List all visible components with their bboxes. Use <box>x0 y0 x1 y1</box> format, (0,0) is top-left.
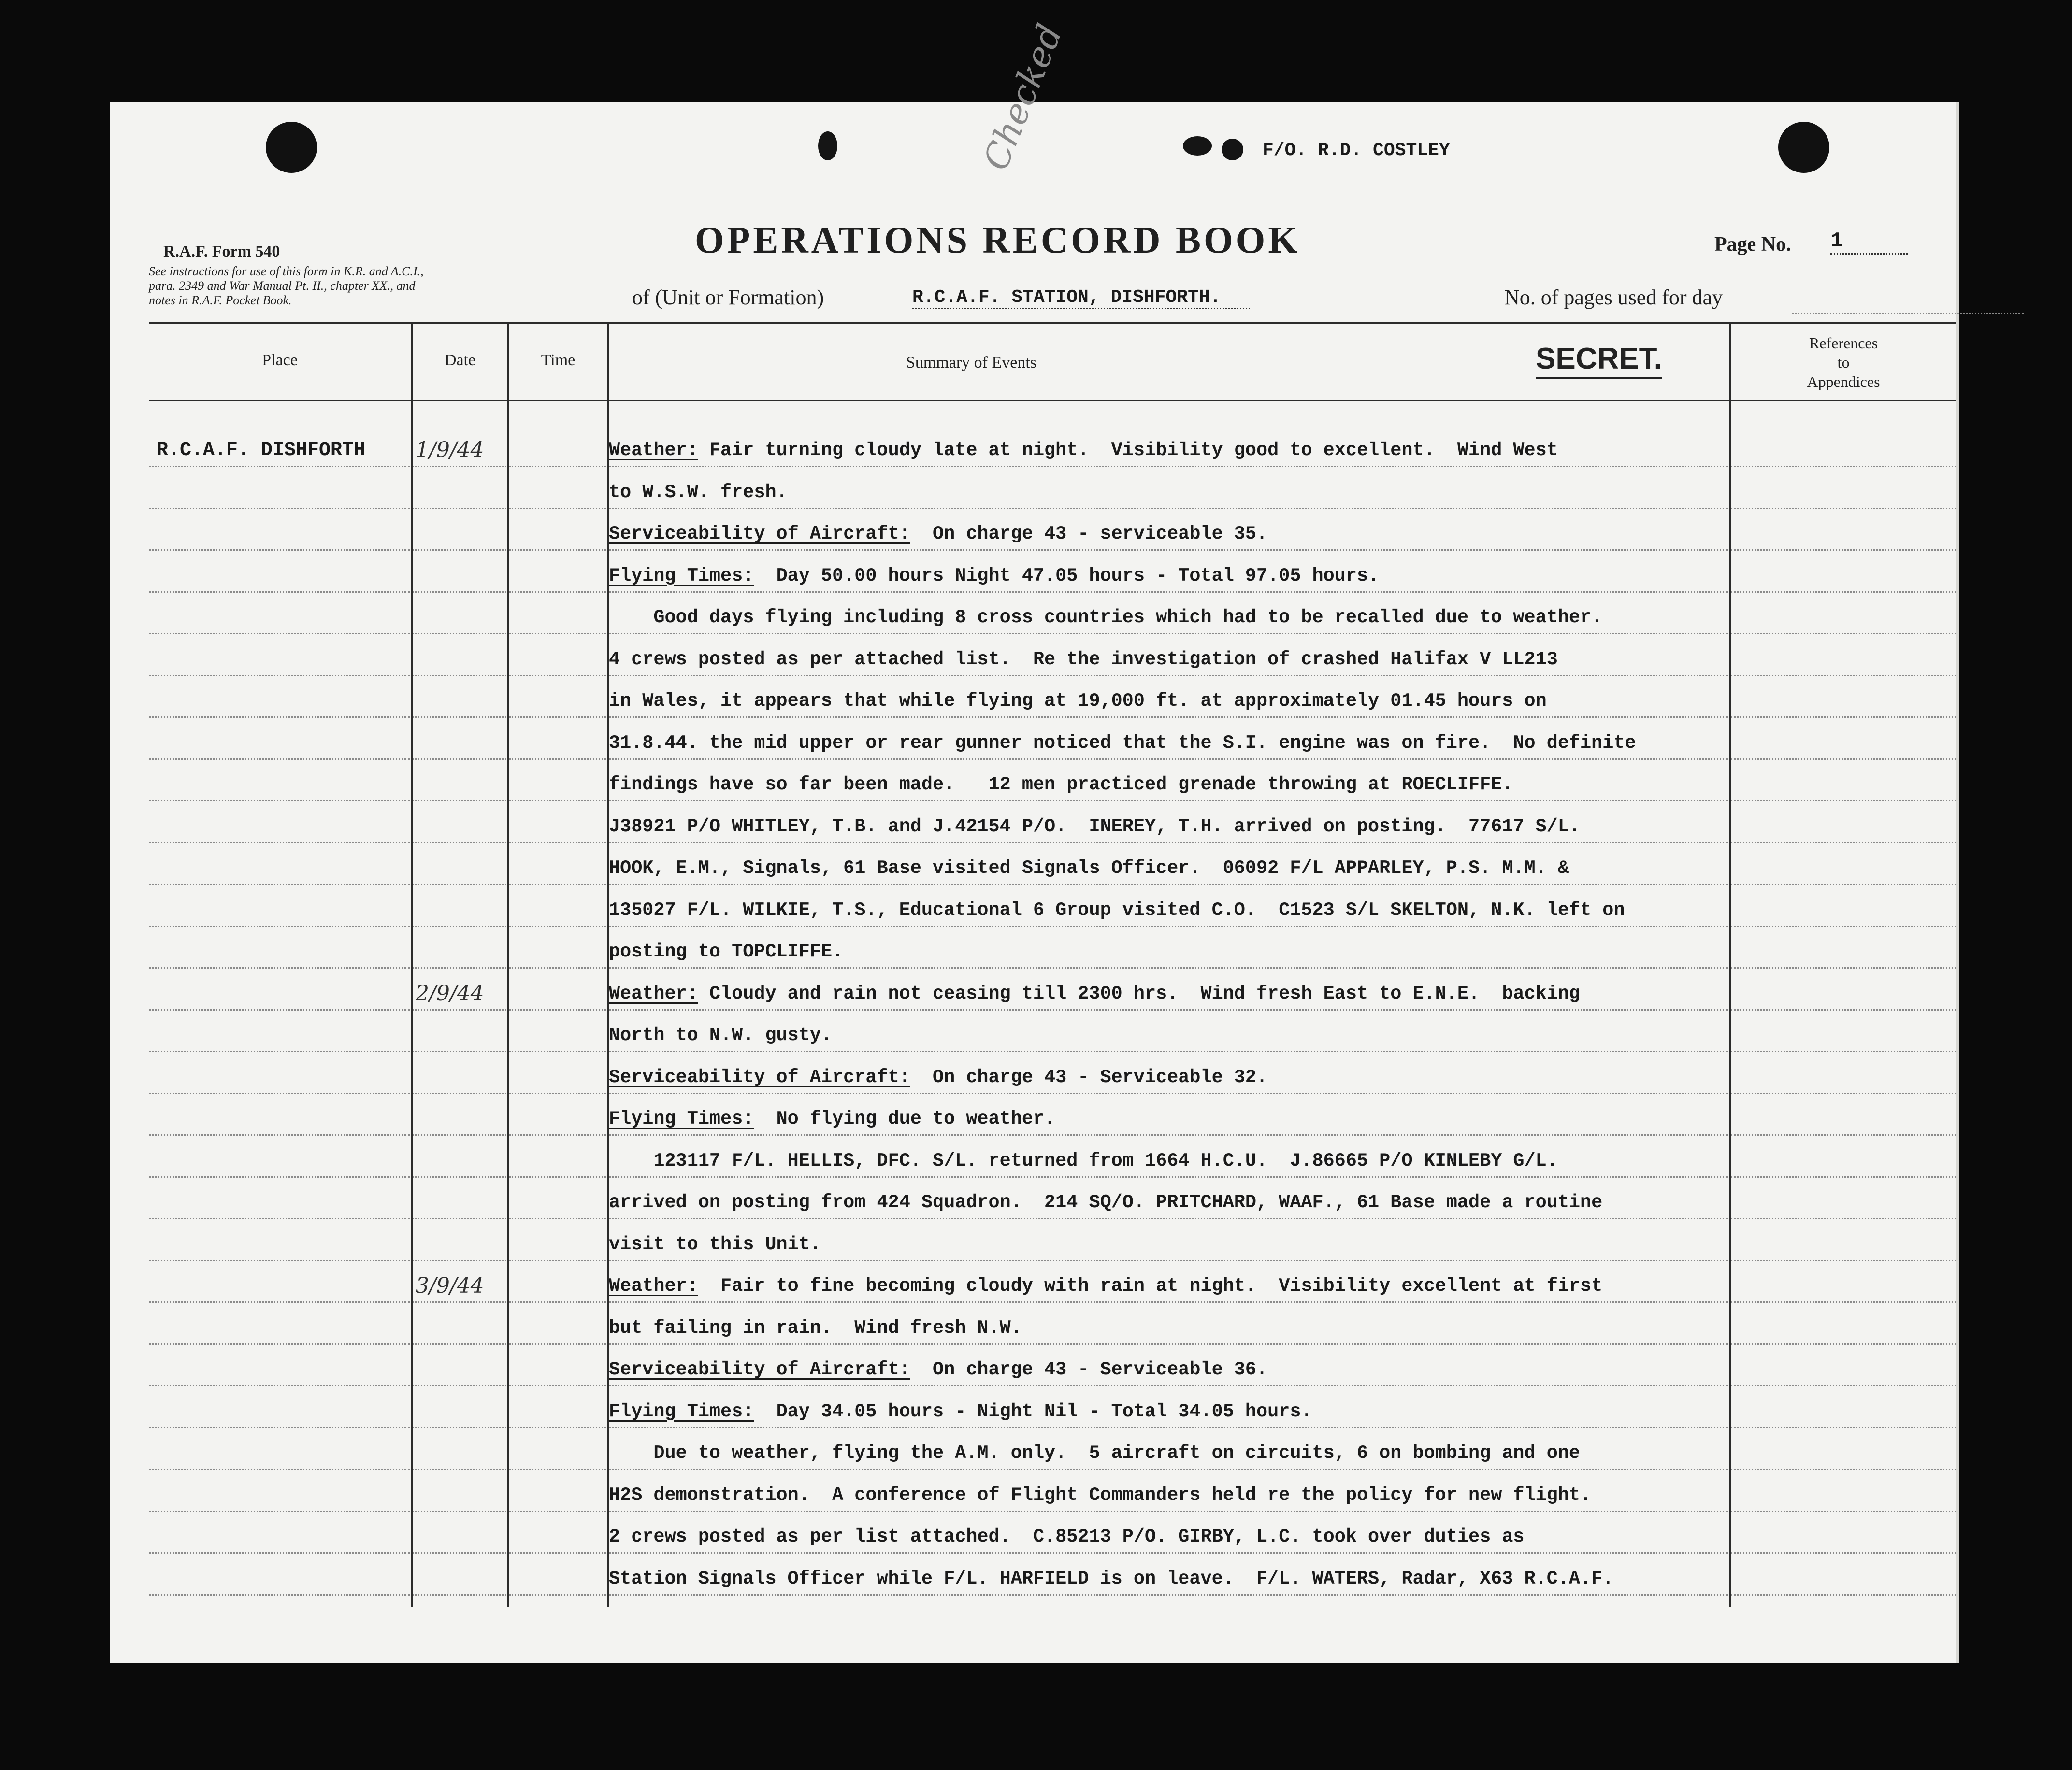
row-rule <box>413 508 506 509</box>
header-bottom-rule <box>149 400 1956 401</box>
row-summary <box>609 1317 1022 1339</box>
summary-text: posting to TOPCLIFFE. <box>609 941 844 962</box>
row-rule <box>413 1176 506 1178</box>
row-rule <box>149 1218 410 1219</box>
row-rule <box>509 1301 606 1303</box>
row-rule <box>413 1051 506 1052</box>
summary-heading: Weather: <box>609 1275 698 1297</box>
row-rule <box>509 967 606 969</box>
column-divider <box>507 322 509 1607</box>
row-rule <box>413 758 506 760</box>
summary-text: 31.8.44. the mid upper or rear gunner noticed that the S.I. engine was on fire. No definite <box>609 732 1636 754</box>
column-header-references <box>1731 333 1956 391</box>
row-rule <box>149 1260 410 1261</box>
row-summary <box>609 440 1558 461</box>
row-rule <box>609 1093 1728 1094</box>
summary-text: On charge 43 - serviceable 35. <box>910 523 1268 544</box>
row-rule <box>149 591 410 593</box>
row-rule <box>509 1218 606 1219</box>
summary-text: J38921 P/O WHITLEY, T.B. and J.42154 P/O. INEREY, T.H. arrived on posting. 77617 S/L. <box>609 815 1581 837</box>
page-number-label: Page No. <box>1714 233 1791 256</box>
summary-text: 4 crews posted as per attached list. Re the investigation of crashed Halifax V LL213 <box>609 648 1558 670</box>
row-summary <box>609 1025 832 1046</box>
row-rule <box>413 1260 506 1261</box>
row-rule <box>609 1301 1728 1303</box>
unit-label: of (Unit or Formation) <box>632 285 824 309</box>
row-rule <box>149 1093 410 1094</box>
column-header-place: Place <box>262 351 298 369</box>
row-rule <box>1731 1218 1956 1219</box>
row-rule <box>413 1093 506 1094</box>
table-top-rule <box>149 322 1956 324</box>
column-divider <box>411 322 413 1607</box>
summary-text: Fair to fine becoming cloudy with rain at night. Visibility excellent at first <box>698 1275 1603 1297</box>
page-number: 1 <box>1830 229 1908 255</box>
summary-text: to W.S.W. fresh. <box>609 481 788 503</box>
row-rule <box>1731 1552 1956 1554</box>
row-rule <box>413 1009 506 1011</box>
punch-hole-right <box>1778 122 1829 173</box>
row-summary <box>609 607 1602 628</box>
summary-text: 123117 F/L. HELLIS, DFC. S/L. returned from 1664 H.C.U. J.86665 P/O KINLEBY G/L. <box>609 1150 1558 1171</box>
summary-heading: Weather: <box>609 983 698 1004</box>
row-rule <box>149 1134 410 1136</box>
row-rule <box>1731 1511 1956 1512</box>
row-rule <box>609 1218 1728 1219</box>
row-summary <box>609 649 1558 670</box>
row-rule <box>509 884 606 885</box>
row-rule <box>609 1594 1728 1596</box>
column-header-summary: Summary of Events <box>906 354 1037 371</box>
row-rule <box>1731 675 1956 676</box>
row-summary <box>609 1442 1580 1464</box>
row-rule <box>609 967 1728 969</box>
row-rule <box>609 716 1728 718</box>
form-instruction-line: para. 2349 and War Manual Pt. II., chapter XX., and <box>149 279 416 293</box>
row-rule <box>149 926 410 927</box>
row-rule <box>509 1176 606 1178</box>
row-rule <box>609 508 1728 509</box>
row-rule <box>509 1343 606 1345</box>
row-rule <box>149 1343 410 1345</box>
summary-heading: Serviceability of Aircraft: <box>609 523 910 544</box>
row-rule <box>149 1511 410 1512</box>
row-summary <box>609 1485 1591 1506</box>
row-rule <box>1731 1385 1956 1386</box>
row-rule <box>509 675 606 676</box>
column-header-date: Date <box>444 351 476 369</box>
summary-text: Day 50.00 hours Night 47.05 hours - Total 97.05 hours. <box>754 565 1380 586</box>
row-rule <box>609 926 1728 927</box>
punch-hole-left <box>266 122 317 173</box>
row-rule <box>149 842 410 843</box>
ink-blot <box>818 131 837 160</box>
row-summary <box>609 523 1267 544</box>
row-summary <box>609 1568 1613 1589</box>
row-summary <box>609 1401 1312 1422</box>
row-rule <box>1731 466 1956 467</box>
row-rule <box>509 1469 606 1470</box>
row-rule <box>149 758 410 760</box>
form-name: R.A.F. Form 540 <box>163 243 280 260</box>
row-rule <box>1731 926 1956 927</box>
row-summary <box>609 1526 1525 1547</box>
form-instruction-line: See instructions for use of this form in K.R. and A.C.I., <box>149 264 424 278</box>
row-rule <box>149 466 410 467</box>
row-rule <box>413 1343 506 1345</box>
row-rule <box>1731 591 1956 593</box>
row-rule <box>609 758 1728 760</box>
row-rule <box>413 1511 506 1512</box>
row-rule <box>509 800 606 801</box>
summary-heading: Flying Times: <box>609 1400 754 1422</box>
row-rule <box>1731 1427 1956 1428</box>
row-place: R.C.A.F. DISHFORTH <box>157 440 366 461</box>
row-rule <box>413 1134 506 1136</box>
row-rule <box>509 466 606 467</box>
row-rule <box>509 842 606 843</box>
row-summary <box>609 816 1580 837</box>
row-rule <box>609 1511 1728 1512</box>
row-rule <box>1731 1134 1956 1136</box>
summary-text: HOOK, E.M., Signals, 61 Base visited Signals Officer. 06092 F/L APPARLEY, P.S. M.M. & <box>609 857 1569 879</box>
row-rule <box>149 1009 410 1011</box>
row-rule <box>509 1511 606 1512</box>
row-rule <box>509 1009 606 1011</box>
row-rule <box>413 466 506 467</box>
row-rule <box>609 800 1728 801</box>
row-summary <box>609 941 843 962</box>
checked-stamp: Checked <box>975 18 1070 176</box>
row-summary <box>609 857 1569 879</box>
page-title: OPERATIONS RECORD BOOK <box>695 219 1301 261</box>
row-rule <box>509 1051 606 1052</box>
references-line: Appendices <box>1807 373 1880 390</box>
row-rule <box>413 1218 506 1219</box>
summary-heading: Flying Times: <box>609 565 754 586</box>
summary-heading: Weather: <box>609 440 698 461</box>
row-rule <box>149 675 410 676</box>
row-summary <box>609 1234 821 1255</box>
summary-text: findings have so far been made. 12 men practiced grenade throwing at ROECLIFFE. <box>609 774 1513 795</box>
row-rule <box>509 1134 606 1136</box>
row-rule <box>609 1051 1728 1052</box>
row-rule <box>413 1301 506 1303</box>
row-rule <box>509 508 606 509</box>
row-summary <box>609 1359 1267 1380</box>
row-rule <box>413 967 506 969</box>
row-rule <box>149 1051 410 1052</box>
row-rule <box>413 800 506 801</box>
row-rule <box>413 1385 506 1386</box>
row-rule <box>149 967 410 969</box>
row-rule <box>413 591 506 593</box>
form-instruction-line: notes in R.A.F. Pocket Book. <box>149 293 292 307</box>
row-summary <box>609 1067 1267 1088</box>
summary-text: Station Signals Officer while F/L. HARFIELD is on leave. F/L. WATERS, Radar, X63 R.C.A.F. <box>609 1568 1614 1589</box>
row-rule <box>149 1301 410 1303</box>
row-rule <box>413 884 506 885</box>
row-date: 2/9/44 <box>416 981 484 1006</box>
row-date: 1/9/44 <box>416 438 484 462</box>
form-instructions <box>149 264 424 308</box>
summary-text: On charge 43 - Serviceable 32. <box>910 1066 1268 1088</box>
summary-text: Fair turning cloudy late at night. Visibility good to excellent. Wind West <box>698 440 1558 461</box>
row-rule <box>413 633 506 634</box>
summary-text: arrived on posting from 424 Squadron. 214 SQ/O. PRITCHARD, WAAF., 61 Base made a routine <box>609 1192 1603 1213</box>
row-rule <box>1731 716 1956 718</box>
row-rule <box>609 1385 1728 1386</box>
column-divider <box>1729 322 1731 1607</box>
row-rule <box>149 1552 410 1554</box>
row-rule <box>149 1385 410 1386</box>
row-rule <box>149 884 410 885</box>
row-rule <box>413 842 506 843</box>
row-rule <box>609 1009 1728 1011</box>
row-rule <box>609 1552 1728 1554</box>
summary-heading: Serviceability of Aircraft: <box>609 1066 910 1088</box>
ink-blot <box>1222 139 1243 160</box>
row-summary <box>609 1192 1602 1213</box>
row-rule <box>509 1552 606 1554</box>
row-date: 3/9/44 <box>416 1273 484 1298</box>
row-rule <box>609 1469 1728 1470</box>
row-summary <box>609 482 788 503</box>
row-rule <box>413 926 506 927</box>
row-rule <box>1731 800 1956 801</box>
row-rule <box>413 1427 506 1428</box>
row-rule <box>1731 1009 1956 1011</box>
row-rule <box>609 884 1728 885</box>
unit-value: R.C.A.F. STATION, DISHFORTH. <box>912 287 1250 309</box>
row-summary <box>609 732 1636 754</box>
pages-used-label: No. of pages used for day <box>1504 285 1723 309</box>
row-rule <box>1731 758 1956 760</box>
summary-text: On charge 43 - Serviceable 36. <box>910 1359 1268 1380</box>
row-rule <box>509 758 606 760</box>
row-summary <box>609 690 1547 712</box>
row-rule <box>609 842 1728 843</box>
row-rule <box>509 1385 606 1386</box>
record-page <box>110 18 1959 1663</box>
summary-heading: Flying Times: <box>609 1108 754 1129</box>
row-summary <box>609 1108 1055 1129</box>
summary-text: Cloudy and rain not ceasing till 2300 hrs. Wind fresh East to E.N.E. backing <box>698 983 1581 1004</box>
summary-text: Good days flying including 8 cross countries which had to be recalled due to weather. <box>609 607 1603 628</box>
row-rule <box>413 716 506 718</box>
row-rule <box>149 549 410 551</box>
row-rule <box>413 675 506 676</box>
row-rule <box>609 549 1728 551</box>
summary-text: No flying due to weather. <box>754 1108 1056 1129</box>
row-rule <box>509 716 606 718</box>
summary-text: visit to this Unit. <box>609 1233 821 1255</box>
row-rule <box>149 800 410 801</box>
row-rule <box>413 1469 506 1470</box>
row-rule <box>1731 1176 1956 1178</box>
row-rule <box>1731 508 1956 509</box>
row-rule <box>413 1594 506 1596</box>
row-rule <box>1731 1301 1956 1303</box>
summary-text: H2S demonstration. A conference of Flight Commanders held re the policy for new flight. <box>609 1484 1592 1506</box>
row-rule <box>149 1427 410 1428</box>
summary-text: but failing in rain. Wind fresh N.W. <box>609 1317 1022 1339</box>
summary-heading: Serviceability of Aircraft: <box>609 1359 910 1380</box>
row-rule <box>149 508 410 509</box>
row-rule <box>509 1260 606 1261</box>
row-rule <box>609 466 1728 467</box>
row-rule <box>1731 967 1956 969</box>
references-line: References <box>1809 334 1878 352</box>
row-summary <box>609 1150 1558 1171</box>
row-rule <box>609 1176 1728 1178</box>
row-rule <box>1731 1594 1956 1596</box>
row-summary <box>609 774 1513 795</box>
summary-text: in Wales, it appears that while flying at 19,000 ft. at approximately 01.45 hours on <box>609 690 1547 712</box>
pages-used-line <box>1792 313 2024 314</box>
row-rule <box>609 675 1728 676</box>
row-rule <box>1731 549 1956 551</box>
row-rule <box>509 926 606 927</box>
row-rule <box>509 1093 606 1094</box>
row-rule <box>1731 1343 1956 1345</box>
row-summary <box>609 899 1625 921</box>
row-rule <box>509 633 606 634</box>
row-rule <box>149 716 410 718</box>
row-rule <box>149 633 410 634</box>
summary-text: North to N.W. gusty. <box>609 1025 833 1046</box>
row-rule <box>509 1427 606 1428</box>
row-rule <box>509 549 606 551</box>
row-rule <box>1731 842 1956 843</box>
row-rule <box>609 591 1728 593</box>
row-rule <box>413 549 506 551</box>
row-rule <box>149 1594 410 1596</box>
row-rule <box>149 1176 410 1178</box>
ink-blot <box>1183 136 1212 156</box>
row-rule <box>509 591 606 593</box>
row-rule <box>609 1343 1728 1345</box>
row-rule <box>609 1134 1728 1136</box>
summary-text: 135027 F/L. WILKIE, T.S., Educational 6 Group visited C.O. C1523 S/L SKELTON, N.K. left on <box>609 899 1625 921</box>
column-header-time: Time <box>541 351 576 369</box>
summary-text: Due to weather, flying the A.M. only. 5 aircraft on circuits, 6 on bombing and one <box>609 1442 1581 1464</box>
row-rule <box>609 633 1728 634</box>
row-rule <box>509 1594 606 1596</box>
references-line: to <box>1837 354 1850 371</box>
row-rule <box>1731 884 1956 885</box>
row-rule <box>1731 1093 1956 1094</box>
officer-name: F/O. R.D. COSTLEY <box>1263 140 1450 161</box>
row-rule <box>609 1260 1728 1261</box>
row-summary <box>609 983 1580 1004</box>
row-summary <box>609 1275 1602 1297</box>
row-rule <box>413 1552 506 1554</box>
summary-text: Day 34.05 hours - Night Nil - Total 34.05 hours. <box>754 1400 1312 1422</box>
row-rule <box>609 1427 1728 1428</box>
row-rule <box>149 1469 410 1470</box>
secret-stamp: SECRET. <box>1536 342 1662 379</box>
row-rule <box>1731 1051 1956 1052</box>
row-rule <box>1731 633 1956 634</box>
row-rule <box>1731 1469 1956 1470</box>
summary-text: 2 crews posted as per list attached. C.85213 P/O. GIRBY, L.C. took over duties as <box>609 1526 1525 1547</box>
row-rule <box>1731 1260 1956 1261</box>
row-summary <box>609 565 1379 586</box>
